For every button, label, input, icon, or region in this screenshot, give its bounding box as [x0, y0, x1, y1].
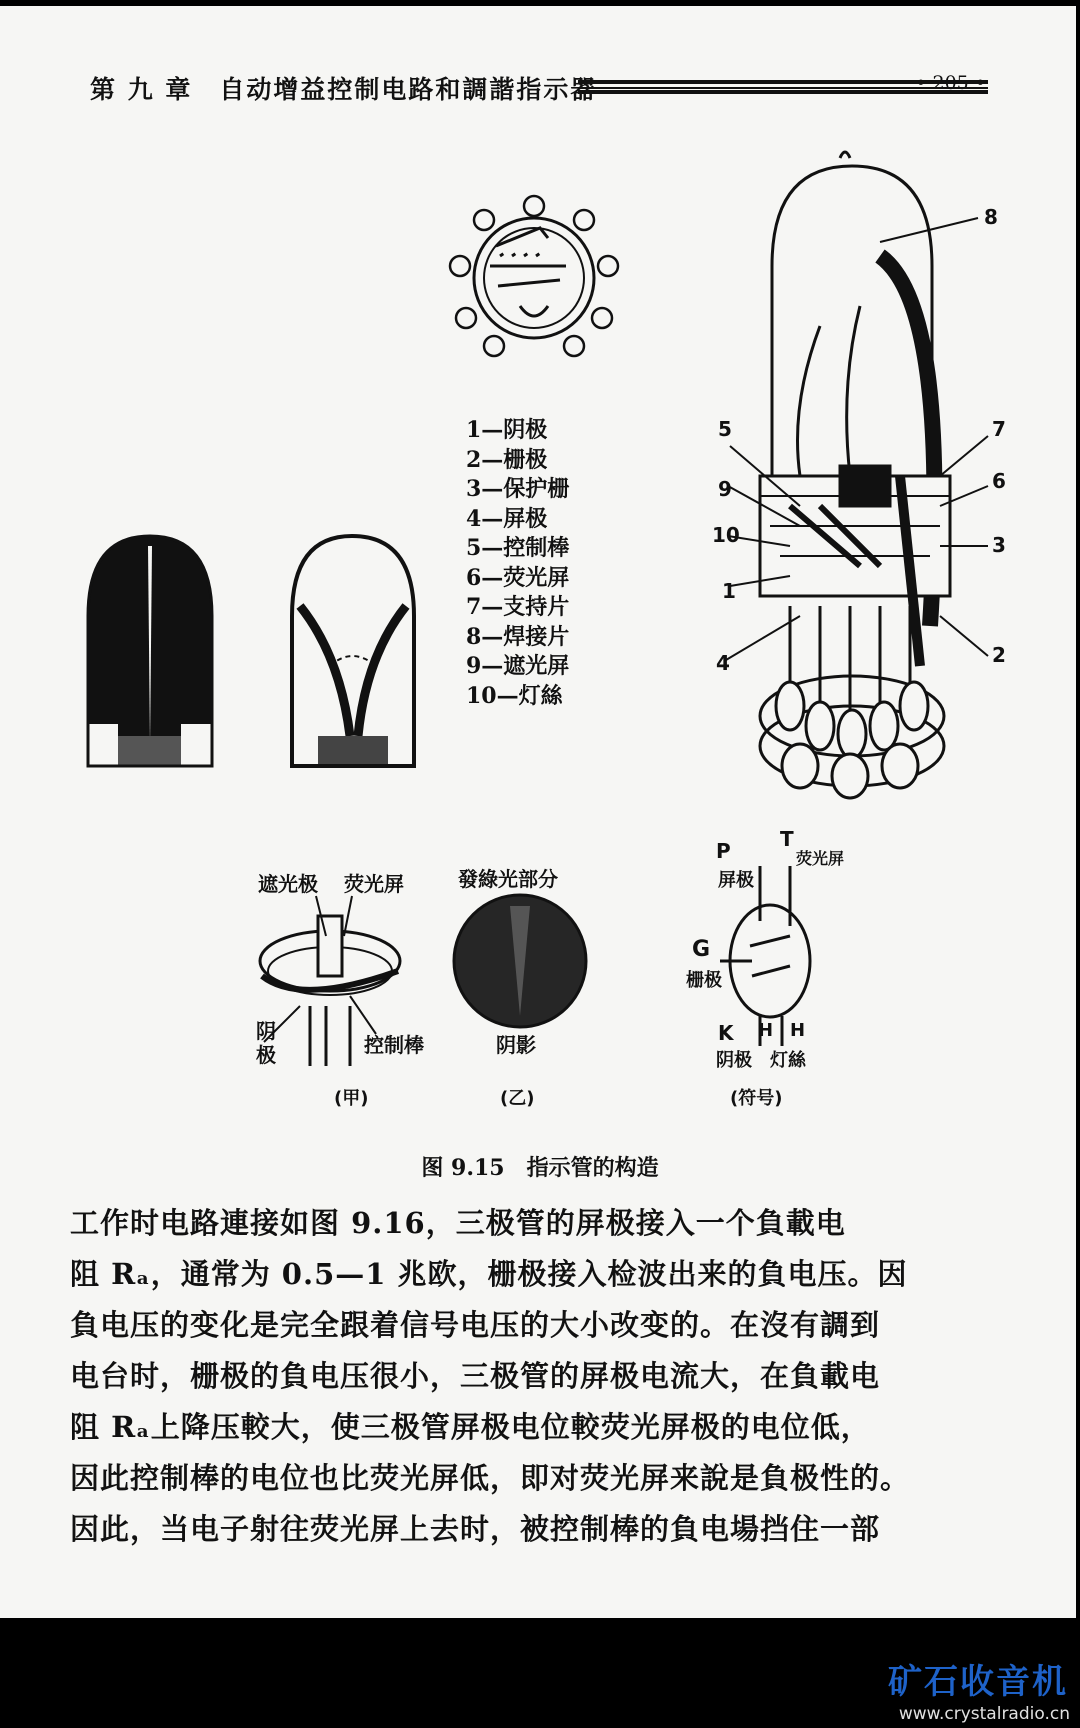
symbol-k-label: 阴极 — [716, 1050, 752, 1071]
text-line: 因此，当电子射往荧光屏上去时，被控制棒的負电場挡住一部 — [70, 1512, 881, 1546]
symbol-p-label: 屏极 — [718, 870, 754, 891]
text-line: 阻 Rₐ，通常为 0.5—1 兆欧，栅极接入检波出来的負电压。因 — [70, 1257, 908, 1291]
symbol-t-label: 荧光屏 — [796, 849, 845, 868]
text-line: 阻 Rₐ上降压較大，使三极管屏极电位較荧光屏极的电位低， — [70, 1410, 871, 1444]
symbol-t: T — [780, 827, 794, 851]
callout-2: 2 — [992, 643, 1006, 667]
symbol-h1: H — [758, 1020, 774, 1041]
legend-item: 5—控制棒 — [466, 535, 570, 561]
label-cathode-b: 极 — [256, 1043, 276, 1067]
figure-caption: 图 9.15 指示管的构造 — [421, 1155, 659, 1181]
subfig-c: (符号) — [730, 1088, 783, 1109]
page-number: • 205 • — [915, 72, 986, 94]
callout-7: 7 — [992, 417, 1006, 441]
subfig-a: (甲) — [334, 1088, 369, 1109]
legend-item: 10—灯絲 — [466, 682, 563, 709]
callout-9: 9 — [718, 477, 732, 501]
subfig-b: (乙) — [500, 1088, 535, 1109]
text-line: 負电压的变化是完全跟着信号电压的大小改变的。在沒有調到 — [70, 1308, 881, 1342]
symbol-h2: H — [790, 1020, 806, 1041]
tube-base-diagram — [450, 196, 618, 356]
symbol-g: G — [692, 937, 711, 962]
tube-cutaway-drawing — [726, 152, 988, 798]
label-shade: 遮光极 — [258, 872, 318, 896]
tube-silhouette-dark — [88, 536, 212, 766]
text-line: 因此控制棒的电位也比荧光屏低，即对荧光屏来說是負极性的。 — [70, 1461, 911, 1495]
symbol-p: P — [716, 839, 731, 863]
watermark-url: www.crystalradio.cn — [898, 1704, 1070, 1724]
symbol-g-label: 栅极 — [686, 970, 722, 991]
symbol-k: K — [718, 1021, 734, 1045]
legend-item: 9—遮光屏 — [466, 653, 570, 679]
figure-legend — [466, 416, 646, 711]
tube-symbol-drawing — [720, 866, 810, 1046]
label-shadow: 阴影 — [496, 1033, 536, 1057]
text-line: 工作时电路連接如图 9.16，三极管的屏极接入一个負載电 — [70, 1206, 846, 1240]
symbol-h-label: 灯絲 — [770, 1050, 806, 1071]
body-paragraph — [70, 1198, 1020, 1555]
callout-5: 5 — [718, 417, 732, 441]
callout-8: 8 — [984, 205, 998, 229]
callout-1: 1 — [722, 579, 736, 603]
label-glow: 發綠光部分 — [458, 867, 558, 891]
legend-item: 4—屏极 — [466, 505, 548, 532]
legend-item: 1—阴极 — [466, 417, 548, 443]
watermark-logo: 矿石收音机 — [888, 1662, 1068, 1702]
legend-item: 2—栅极 — [466, 446, 548, 473]
label-control-rod: 控制棒 — [364, 1033, 424, 1057]
callout-10: 10 — [712, 523, 740, 547]
callout-6: 6 — [992, 469, 1006, 493]
tube-silhouette-light — [292, 536, 414, 766]
callout-3: 3 — [992, 533, 1006, 557]
label-cathode-a: 阴 — [256, 1019, 276, 1043]
legend-item: 7—支持片 — [466, 594, 570, 620]
chapter-title: 第 九 章 自动增益控制电路和調諧指示器 — [90, 75, 598, 104]
legend-item: 6—荧光屏 — [466, 564, 570, 591]
glow-pattern-drawing — [454, 895, 586, 1027]
label-screen: 荧光屏 — [344, 872, 404, 896]
callout-4: 4 — [716, 651, 730, 675]
legend-item: 3—保护栅 — [466, 476, 570, 502]
legend-item: 8—焊接片 — [466, 623, 570, 650]
text-line: 电台时，栅极的負电压很小，三极管的屏极电流大，在負載电 — [70, 1359, 881, 1393]
